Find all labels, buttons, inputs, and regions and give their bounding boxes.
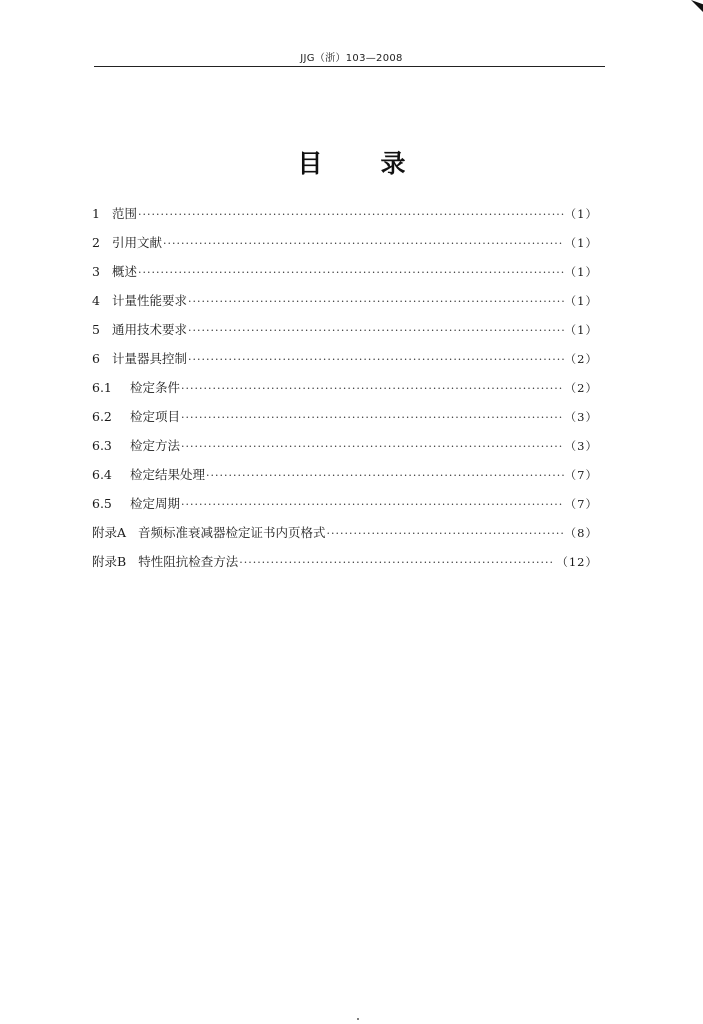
toc-entry-label: 特性阻抗检查方法 (138, 554, 239, 569)
dot-leader (188, 320, 564, 342)
toc-entry-number: 6.4 (92, 467, 112, 482)
toc-entry-label: 概述 (112, 264, 138, 279)
dot-leader (181, 407, 564, 429)
toc-entry-page: （1） (564, 265, 598, 279)
toc-entry-page: （3） (564, 439, 598, 453)
toc-entry-label: 检定周期 (130, 496, 181, 511)
dot-leader (239, 552, 555, 574)
table-of-contents (92, 203, 598, 580)
toc-entry-number: 6.1 (92, 380, 112, 395)
toc-entry-label: 计量性能要求 (112, 293, 188, 308)
toc-entry-number: 3 (92, 264, 100, 279)
dot-leader (188, 349, 564, 371)
dot-leader (188, 291, 564, 313)
toc-entry-label: 音频标准衰减器检定证书内页格式 (138, 525, 326, 540)
toc-entry-number: 6.3 (92, 438, 112, 453)
toc-entry-page: （1） (564, 207, 598, 221)
toc-entry[interactable] (92, 551, 598, 580)
toc-entry-label: 范围 (112, 206, 138, 221)
toc-entry[interactable] (92, 377, 598, 406)
dot-leader (327, 523, 564, 545)
dot-leader (181, 436, 564, 458)
toc-entry-label: 计量器具控制 (112, 351, 188, 366)
toc-entry[interactable] (92, 261, 598, 290)
scan-speck (357, 1018, 359, 1020)
toc-entry-page: （2） (564, 381, 598, 395)
toc-entry-number: 5 (92, 322, 100, 337)
dot-leader (181, 494, 564, 516)
header-rule (94, 66, 605, 67)
toc-entry-label: 检定条件 (130, 380, 181, 395)
toc-entry-number: 6.5 (92, 496, 112, 511)
toc-entry-page: （1） (564, 236, 598, 250)
toc-entry-label: 检定结果处理 (130, 467, 206, 482)
toc-entry-page: （7） (564, 468, 598, 482)
toc-entry[interactable] (92, 522, 598, 551)
toc-entry[interactable] (92, 319, 598, 348)
running-header: JJG（浙）103—2008 (300, 53, 403, 64)
dot-leader (163, 233, 564, 255)
toc-entry-number: 4 (92, 293, 100, 308)
toc-entry-page: （12） (556, 555, 598, 569)
toc-entry[interactable] (92, 435, 598, 464)
toc-entry[interactable] (92, 232, 598, 261)
toc-entry-page: （7） (564, 497, 598, 511)
toc-entry[interactable] (92, 290, 598, 319)
dot-leader (138, 204, 564, 226)
toc-entry[interactable] (92, 406, 598, 435)
toc-entry[interactable] (92, 464, 598, 493)
toc-entry[interactable] (92, 493, 598, 522)
toc-entry-number: 6.2 (92, 409, 112, 424)
toc-entry-label: 通用技术要求 (112, 322, 188, 337)
toc-entry-page: （8） (564, 526, 598, 540)
toc-entry-page: （1） (564, 323, 598, 337)
toc-entry-page: （2） (564, 352, 598, 366)
toc-entry-label: 检定方法 (130, 438, 181, 453)
scan-corner-mark (691, 0, 703, 12)
toc-entry-number: 2 (92, 235, 100, 250)
toc-entry-label: 检定项目 (130, 409, 181, 424)
toc-entry-number: 1 (92, 206, 100, 221)
toc-entry[interactable] (92, 203, 598, 232)
dot-leader (206, 465, 564, 487)
toc-entry-number: 6 (92, 351, 100, 366)
dot-leader (181, 378, 564, 400)
toc-entry-label: 引用文献 (112, 235, 163, 250)
toc-entry-page: （1） (564, 294, 598, 308)
toc-entry[interactable] (92, 348, 598, 377)
toc-entry-page: （3） (564, 410, 598, 424)
toc-entry-number: 附录B (92, 554, 127, 569)
dot-leader (138, 262, 564, 284)
page-title: 目录 (297, 148, 464, 178)
toc-entry-number: 附录A (92, 525, 127, 540)
